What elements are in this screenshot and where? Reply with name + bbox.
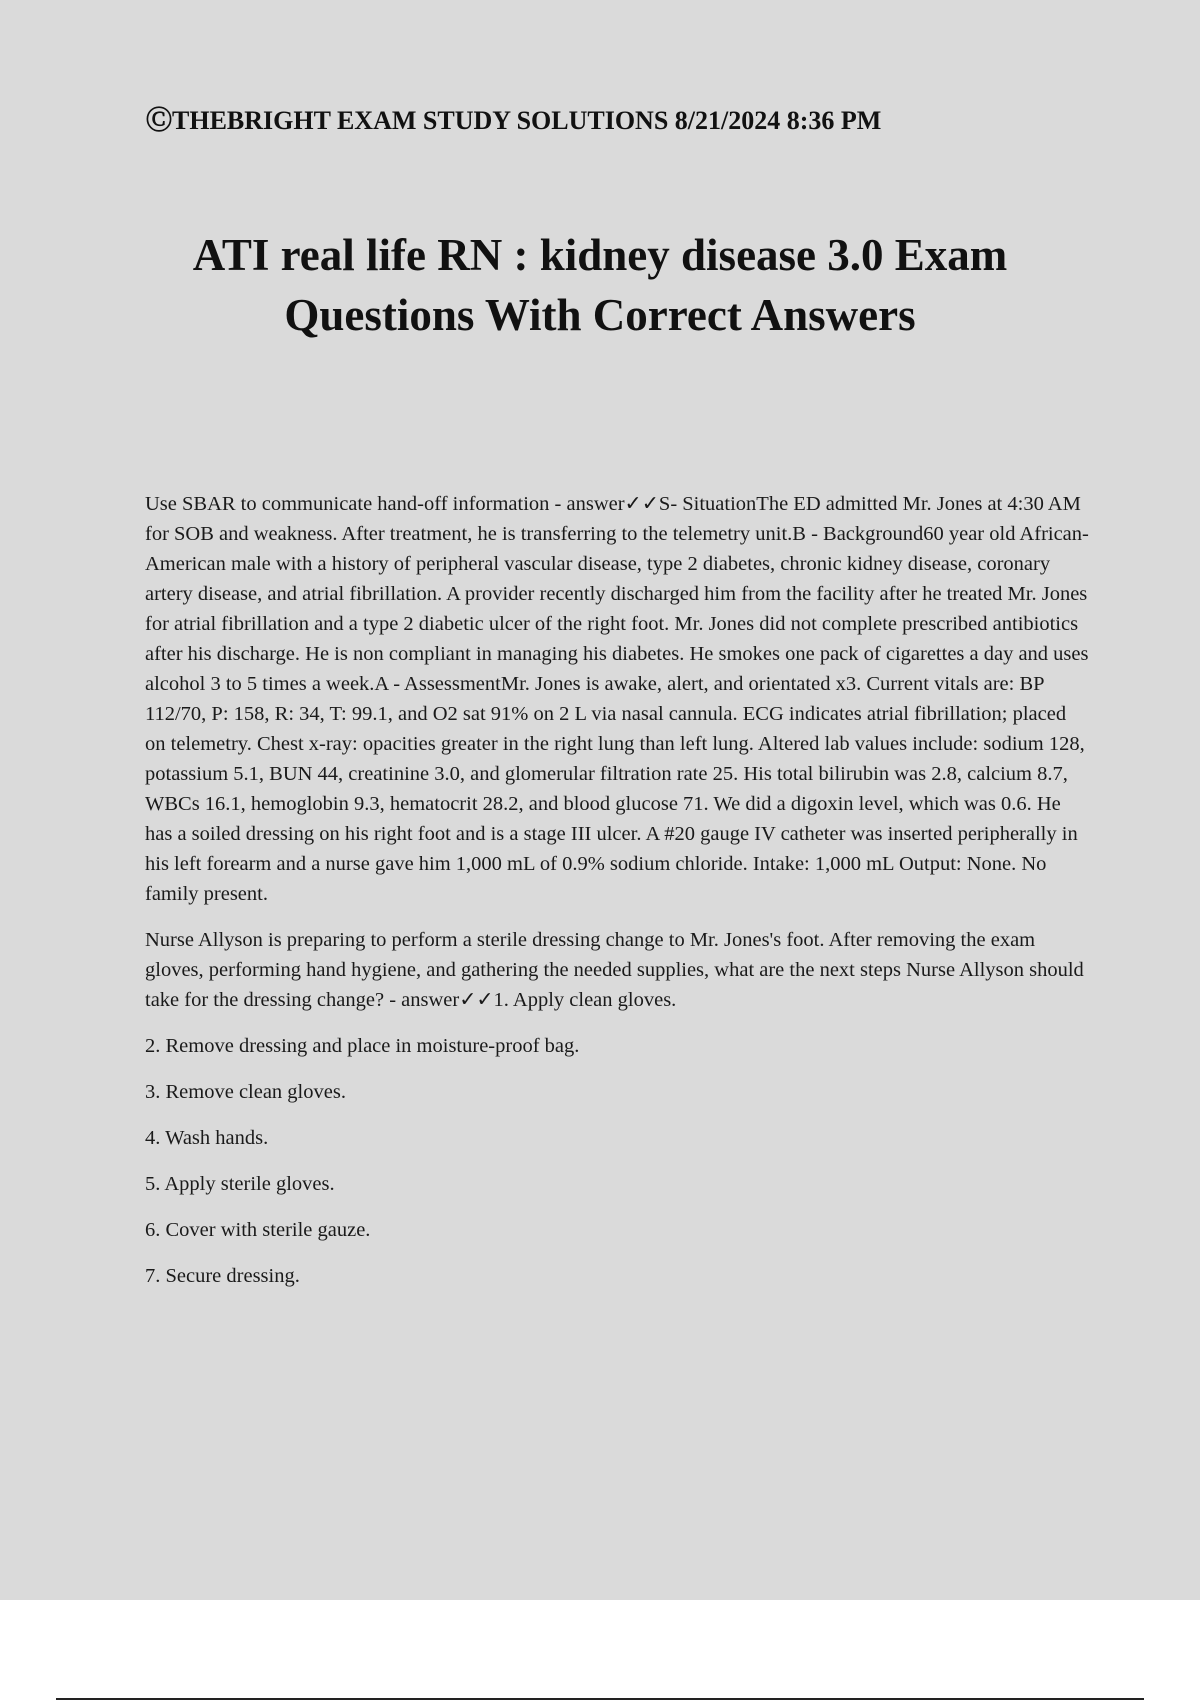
step-item: 7. Secure dressing. — [145, 1265, 300, 1287]
title-line-2: Questions With Correct Answers — [284, 290, 916, 340]
copyright-header: ⒸTHEBRIGHT EXAM STUDY SOLUTIONS 8/21/2024 8:36 PM — [146, 106, 882, 135]
title-line-1: ATI real life RN : kidney disease 3.0 Exam — [192, 230, 1008, 280]
step-item: 6. Cover with sterile gauze. — [145, 1219, 371, 1241]
sbar-paragraph: Use SBAR to communicate hand-off information - answer✓✓S- SituationThe ED admitted Mr. Jones at 4:30 AM for SOB and weakness. After treatment, he is transferring to the telemetry unit.B - Background60 year old African-American male with a history of peripheral vascular disease, type 2 diabetes, chronic kidney disease, coronary artery disease, and atrial fibrillation. A provider recently discharged him from the facility after he treated Mr. Jones for atrial fibrillation and a type 2 diabetic ulcer of the right foot. Mr. Jones did not complete prescribed antibiotics after his discharge. He is non compliant in managing his diabetes. He smokes one pack of cigarettes a day and uses alcohol 3 to 5 times a week.A - AssessmentMr. Jones is awake, alert, and orientated x3. Current vitals are: BP 112/70, P: 158, R: 34, T: 99.1, and O2 sat 91% on 2 L via nasal cannula. ECG indicates atrial fibrillation; placed on telemetry. Chest x-ray: opacities greater in the right lung than left lung. Altered lab values include: sodium 128, potassium 5.1, BUN 44, creatinine 3.0, and glomerular filtration rate 25. His total bilirubin was 2.8, calcium 8.7, WBCs 16.1, hemoglobin 9.3, hematocrit 28.2, and blood glucose 71. We did a digoxin level, which was 0.6. He has a soiled dressing on his right foot and is a stage III ulcer. A #20 gauge IV catheter was inserted peripherally in his left forearm and a nurse gave him 1,000 mL of 0.9% sodium chloride. Intake: 1,000 mL Output: None. No family present. — [145, 493, 1089, 905]
question-paragraph: Nurse Allyson is preparing to perform a sterile dressing change to Mr. Jones's foot. After removing the exam gloves, performing hand hygiene, and gathering the needed supplies, what are the next steps Nurse Allyson should take for the dressing change? - answer✓✓1. Apply clean gloves. — [145, 929, 1084, 1011]
step-item: 2. Remove dressing and place in moisture-proof bag. — [145, 1035, 580, 1057]
document-body — [145, 489, 1090, 1307]
step-item: 4. Wash hands. — [145, 1127, 269, 1149]
footer-divider — [56, 1698, 1144, 1700]
step-item: 3. Remove clean gloves. — [145, 1081, 346, 1103]
document-title — [100, 225, 1100, 345]
step-item: 5. Apply sterile gloves. — [145, 1173, 335, 1195]
